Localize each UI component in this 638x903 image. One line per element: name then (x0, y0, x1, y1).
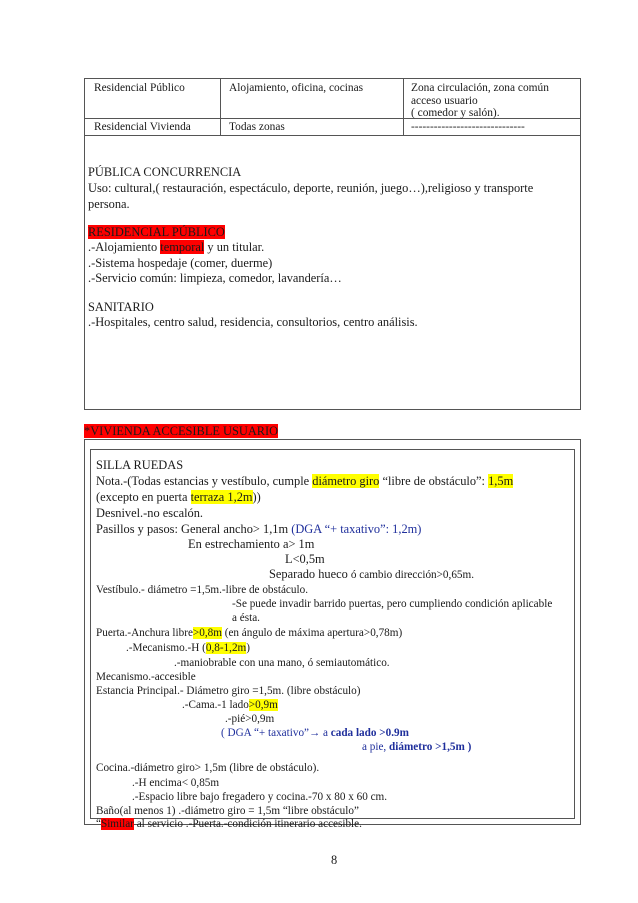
pasillos-text: L<0,5m (285, 552, 325, 566)
table-divider (403, 79, 404, 135)
estancia-text (182, 699, 278, 713)
residencial-text: .-Sistema hospedaje (comer, duerme) (88, 256, 273, 270)
text-run: y un titular. (204, 240, 265, 254)
highlighted-text: >0,8m (192, 627, 222, 639)
pasillos-text (269, 567, 474, 583)
table-cell: acceso usuario (411, 95, 478, 107)
vivienda-heading-text: *VIVIENDA ACCESIBLE USUARIO (84, 424, 279, 438)
highlighted-text: terraza 1,2m (190, 490, 253, 504)
highlighted-text: diámetro giro (312, 474, 380, 488)
publica-text: persona. (88, 197, 130, 211)
table-divider (85, 118, 580, 119)
highlighted-text: >0,9m (248, 699, 278, 711)
text-run: .-Cama.-1 lado (182, 699, 249, 711)
pasillos-text: En estrechamiento a> 1m (188, 537, 315, 551)
text-run: ) (246, 642, 250, 654)
sanitario-title: SANITARIO (88, 300, 154, 314)
residencial-title (88, 225, 225, 240)
text-run: “ (96, 818, 101, 830)
desnivel-text: Desnivel.-no escalón. (96, 506, 204, 520)
text-run: cada lado >0.9m (330, 727, 409, 739)
text-run: (en ángulo de máxima apertura>0,78m) (221, 627, 403, 639)
vestibulo-text: -Se puede invadir barrido puertas, pero cumpliendo condición aplicable (232, 598, 553, 610)
cocina-text: .-Espacio libre bajo fregadero y cocina.-70 x 80 x 60 cm. (132, 791, 388, 803)
text-run: Pasillos y pasos: General ancho> 1,1m (96, 522, 292, 536)
text-run: diámetro >1,5m ) (389, 741, 472, 753)
table-cell: Todas zonas (229, 121, 285, 133)
mecanismo-text: Mecanismo.-accesible (96, 671, 196, 683)
text-run: al servicio .-Puerta.-condición itinerario accesible. (133, 818, 362, 830)
text-run: (excepto en puerta (96, 490, 191, 504)
residencial-title-text: RESIDENCIAL PÚBLICO (88, 225, 225, 239)
bano-text (96, 818, 362, 832)
nota-text (96, 474, 513, 489)
table-cell: ( comedor y salón). (411, 107, 500, 119)
vestibulo-text: a ésta. (232, 612, 260, 624)
text-run: a pie, (362, 741, 390, 753)
vivienda-heading (84, 424, 278, 439)
publica-text: Uso: cultural,( restauración, espectáculo, deporte, reunión, juego…),religioso y transporte (88, 181, 534, 195)
dga-note (221, 727, 409, 741)
text-run: .-Mecanismo.-H ( (126, 642, 206, 654)
pasillos-text (96, 522, 421, 537)
publica-title: PÚBLICA CONCURRENCIA (88, 165, 242, 179)
table-divider (220, 79, 221, 135)
text-run: .-Alojamiento (88, 240, 161, 254)
text-run: “libre de obstáculo”: (379, 474, 489, 488)
highlighted-word: temporal (160, 240, 205, 254)
arrow-right-icon: → (309, 727, 321, 739)
highlighted-word: Similar (100, 818, 134, 830)
page-number: 8 (331, 853, 338, 867)
cocina-text: Cocina.-diámetro giro> 1,5m (libre de obstáculo). (96, 762, 320, 774)
puerta-text (126, 642, 250, 656)
dga-note: (DGA “+ taxativo”: 1,2m) (291, 522, 422, 536)
vestibulo-text: Vestíbulo.- diámetro =1,5m.-libre de obstáculo. (96, 584, 308, 596)
residencial-text (88, 240, 264, 255)
text-run: Puerta.-Anchura libre (96, 627, 193, 639)
highlighted-text: 0,8-1,2m (205, 642, 247, 654)
estancia-text: Estancia Principal.- Diámetro giro =1,5m. (libre obstáculo) (96, 685, 361, 697)
bano-text: Baño(al menos 1) .-diámetro giro = 1,5m “libre obstáculo” (96, 805, 359, 817)
puerta-text: .-maniobrable con una mano, ó semiautomático. (174, 657, 390, 669)
cocina-text: .-H encima< 0,85m (132, 777, 220, 789)
text-run: ó cambio dirección>0,65m. (350, 569, 475, 581)
puerta-text (96, 627, 402, 641)
table-cell: Alojamiento, oficina, cocinas (229, 82, 364, 94)
table-cell: Residencial Público (94, 82, 185, 94)
text-run: Nota.-(Todas estancias y vestíbulo, cumple (96, 474, 313, 488)
table-cell: Zona circulación, zona común (411, 82, 549, 94)
silla-title: SILLA RUEDAS (96, 458, 184, 472)
sanitario-text: .-Hospitales, centro salud, residencia, consultorios, centro análisis. (88, 315, 418, 329)
dga-note (362, 741, 471, 755)
text-run: Separado hueco (269, 567, 351, 581)
text-run: a (320, 727, 331, 739)
text-run: ( DGA “+ taxativo” (221, 727, 310, 739)
nota-text (96, 490, 261, 505)
estancia-text: .-pié>0,9m (225, 713, 275, 725)
text-run: )) (252, 490, 261, 504)
residencial-text: .-Servicio común: limpieza, comedor, lavandería… (88, 271, 342, 285)
highlighted-text: 1,5m (488, 474, 514, 488)
zones-table (84, 78, 581, 136)
table-cell: Residencial Vivienda (94, 121, 191, 133)
table-cell: ------------------------------ (411, 121, 525, 133)
